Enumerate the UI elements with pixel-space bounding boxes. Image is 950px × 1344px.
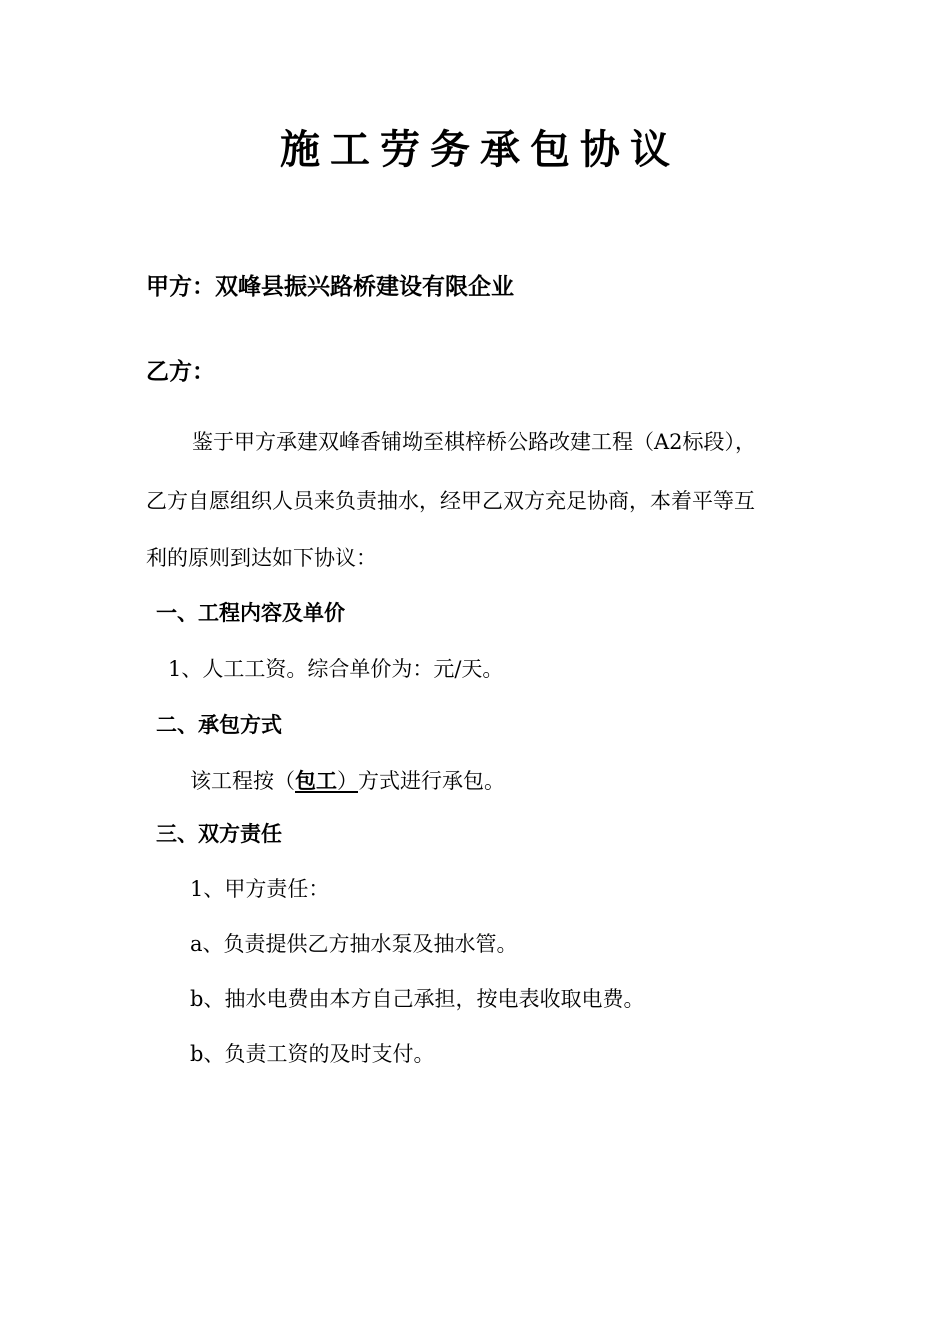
contract-type-value: 包工 — [295, 769, 337, 793]
section-3-heading: 三、双方责任 — [156, 822, 282, 846]
section-2-heading: 二、承包方式 — [156, 713, 282, 737]
section-2-text — [190, 767, 505, 795]
section-2-text-close: ） — [337, 769, 358, 793]
section-2-text-before: 该工程按（ — [190, 769, 295, 793]
section-3-sub-1: 1、甲方责任： — [190, 877, 330, 901]
section-2-text-after: 方式进行承包。 — [358, 769, 505, 793]
section-3-item-a: a、负责提供乙方抽水泵及抽水管。 — [190, 932, 518, 956]
section-3-item-b-2: b、负责工资的及时支付。 — [190, 1042, 435, 1066]
document-title: 施工劳务承包协议 — [280, 127, 680, 173]
intro-line-3: 利的原则到达如下协议： — [146, 546, 377, 570]
party-a: 甲方：双峰县振兴路桥建设有限企业 — [146, 274, 514, 300]
intro-line-1: 鉴于甲方承建双峰香铺坳至棋梓桥公路改建工程（A2标段）， — [192, 430, 757, 454]
section-1-item-1: 1、人工工资。综合单价为：元/天。 — [168, 657, 504, 681]
section-3-item-b-1: b、抽水电费由本方自己承担，按电表收取电费。 — [190, 987, 645, 1011]
party-b: 乙方： — [146, 359, 215, 385]
intro-line-2: 乙方自愿组织人员来负责抽水，经甲乙双方充足协商，本着平等互 — [146, 489, 755, 513]
section-1-heading: 一、工程内容及单价 — [156, 601, 345, 625]
